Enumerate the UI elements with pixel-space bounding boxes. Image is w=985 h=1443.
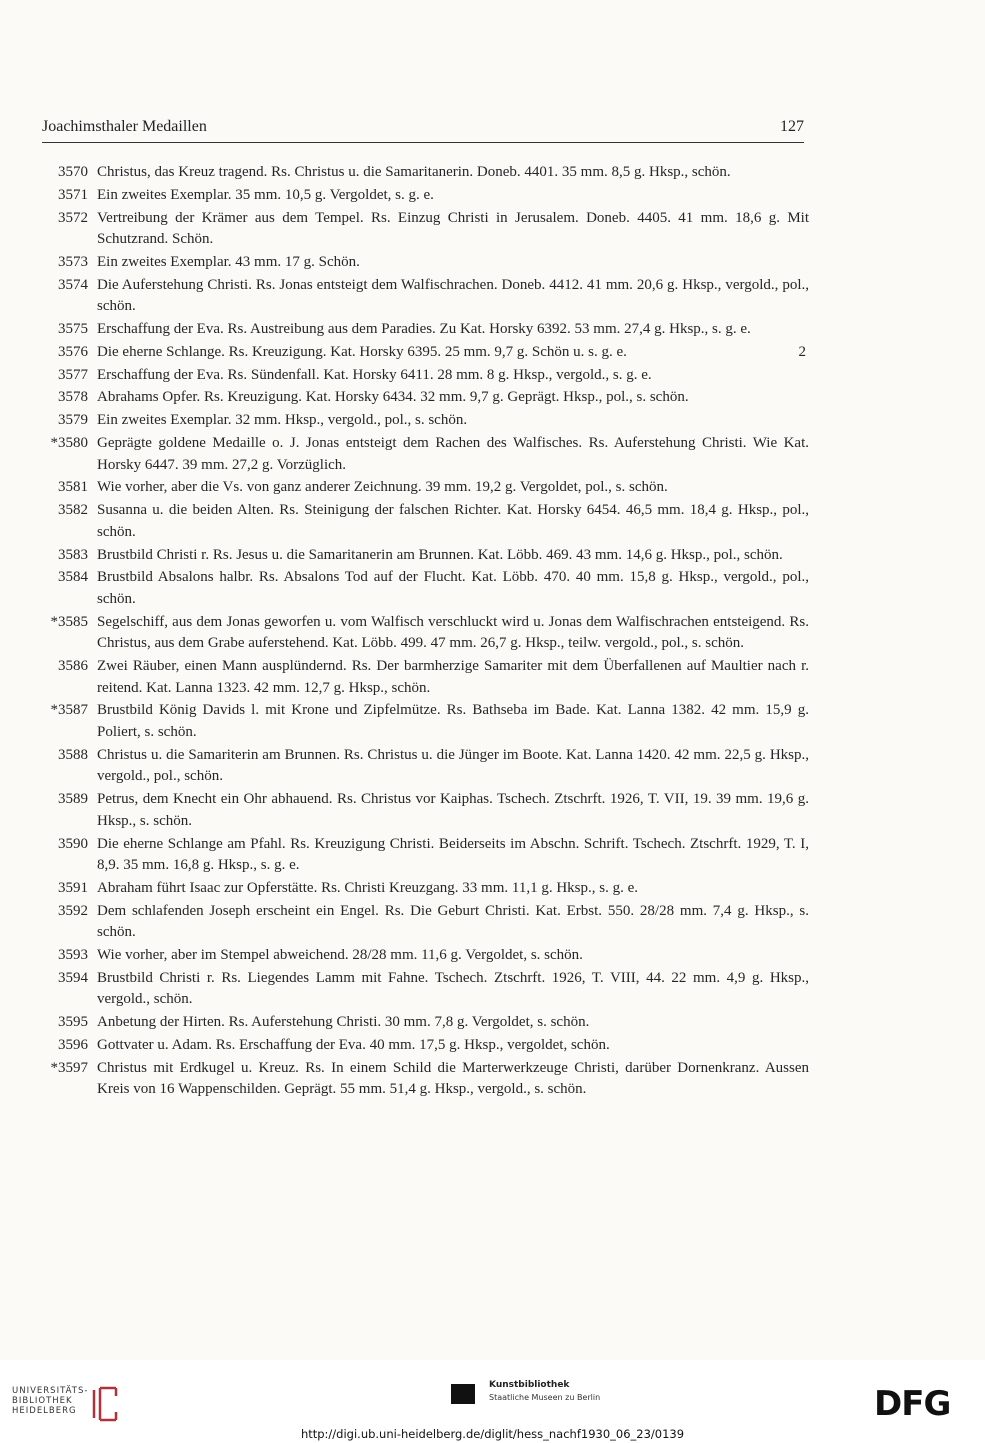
entry-number: *3580 <box>50 435 88 451</box>
kb-subtitle: Staatliche Museen zu Berlin <box>489 1393 601 1402</box>
entry-description: Gottvater u. Adam. Rs. Erschaffung der Eva. 40 mm. 17,5 g. Hksp., vergoldet, schön. <box>97 1037 610 1054</box>
entry-number: 3574 <box>58 276 88 293</box>
catalog-entry <box>34 945 809 967</box>
entry-description: Wie vorher, aber im Stempel abweichend. 28/28 mm. 11,6 g. Vergoldet, s. schön. <box>97 947 583 964</box>
catalog-entry <box>34 745 809 788</box>
entry-description: Brustbild Christi r. Rs. Liegendes Lamm mit Fahne. Tschech. Ztschrft. 1926, T. VIII, 44. 22 mm. 4,9 g. Hksp., vergold., schön. <box>97 969 809 1008</box>
entry-description: Susanna u. die beiden Alten. Rs. Steinigung der falschen Richter. Kat. Horsky 6454. 46,5 mm. 18,4 g. Hksp., pol., schön. <box>97 502 809 540</box>
catalog-entry <box>34 365 809 387</box>
kb-title: Kunstbibliothek <box>489 1380 570 1390</box>
entry-number: 3590 <box>58 835 88 852</box>
running-header <box>42 118 804 140</box>
entry-number: 3584 <box>58 569 88 586</box>
entry-number: 3596 <box>58 1037 88 1054</box>
university-library-logo <box>12 1386 122 1426</box>
entry-number: 3595 <box>58 1014 88 1031</box>
entry-number: 3594 <box>58 969 88 986</box>
margin-note: 2 <box>798 343 806 360</box>
entry-number: 3571 <box>58 186 88 203</box>
uni-line: BIBLIOTHEK <box>12 1396 73 1406</box>
entry-description: Anbetung der Hirten. Rs. Auferstehung Christi. 30 mm. 7,8 g. Vergoldet, s. schön. <box>97 1014 590 1031</box>
entry-number: *3585 <box>50 613 88 630</box>
catalog-entry <box>34 162 809 184</box>
source-url[interactable]: http://digi.ub.uni-heidelberg.de/diglit/hess_nachf1930_06_23/0139 <box>300 1427 685 1441</box>
catalog-entry <box>34 342 809 364</box>
catalog-entry <box>34 1012 809 1034</box>
entry-description: Die eherne Schlange. Rs. Kreuzigung. Kat. Horsky 6395. 25 mm. 9,7 g. Schön u. s. g. e. <box>97 343 627 360</box>
entry-description: Wie vorher, aber die Vs. von ganz anderer Zeichnung. 39 mm. 19,2 g. Vergoldet, pol., s. schön. <box>97 479 668 496</box>
entry-number: 3586 <box>58 658 88 675</box>
entry-description: Erschaffung der Eva. Rs. Austreibung aus dem Paradies. Zu Kat. Horsky 6392. 53 mm. 27,4 g. Hksp., s. g. e. <box>97 321 751 338</box>
entry-description: Geprägte goldene Medaille o. J. Jonas entsteigt dem Rachen des Walfisches. Rs. Auferstehung Christi. Wie Kat. Horsky 6447. 39 mm. 27,2 g. Vorzüglich. <box>97 435 809 473</box>
uni-line: HEIDELBERG <box>12 1406 77 1416</box>
entry-number: 3582 <box>58 502 88 519</box>
catalog-entry <box>34 567 809 610</box>
entry-description: Die eherne Schlange am Pfahl. Rs. Kreuzigung Christi. Beiderseits im Abschn. Schrift. Tschech. Ztschrft. 1929, T. I, 8,9. 35 mm. 16,8 g. Hksp., s. g. e. <box>97 835 809 874</box>
entry-description: Segelschiff, aus dem Jonas geworfen u. vom Walfisch verschluckt wird u. Jonas dem Walfischrachen entsteigend. Rs. Christus, aus dem Grabe auferstehend. Kat. Löbb. 499. 47 mm. 26,7 g. Hksp., teilw. vergold., pol., s. schön. <box>97 613 809 652</box>
entry-description: Dem schlafenden Joseph erscheint ein Engel. Rs. Die Geburt Christi. Kat. Erbst. 550. 28/28 mm. 7,4 g. Hksp., s. schön. <box>97 902 809 941</box>
university-seal-icon <box>90 1386 120 1422</box>
entry-description: Abraham führt Isaac zur Opferstätte. Rs. Christi Kreuzgang. 33 mm. 11,1 g. Hksp., s. g. e. <box>97 879 638 896</box>
entry-description: Brustbild Christi r. Rs. Jesus u. die Samaritanerin am Brunnen. Kat. Löbb. 469. 43 mm. 14,6 g. Hksp., pol., schön. <box>97 546 783 563</box>
entry-number: 3577 <box>58 366 88 383</box>
catalog-entry <box>34 252 809 274</box>
header-rule <box>42 142 804 143</box>
entry-number: 3581 <box>58 479 88 496</box>
entry-description: Die Auferstehung Christi. Rs. Jonas entsteigt dem Walfischrachen. Doneb. 4412. 41 mm. 20,6 g. Hksp., vergold., pol., schön. <box>97 276 809 315</box>
entry-description: Christus mit Erdkugel u. Kreuz. Rs. In einem Schild die Marterwerkzeuge Christi, darüber Dornenkranz. Aussen Kreis von 16 Wappenschilden. Geprägt. 55 mm. 51,4 g. Hksp., vergold., s. schön. <box>97 1059 809 1098</box>
catalog-entry <box>34 968 809 1011</box>
catalog-entry <box>34 185 809 207</box>
page-number: 127 <box>780 118 804 135</box>
footer-bar <box>0 1360 985 1443</box>
catalog-entry <box>34 275 809 318</box>
entry-description: Christus, das Kreuz tragend. Rs. Christus u. die Samaritanerin. Doneb. 4401. 35 mm. 8,5 g. Hksp., schön. <box>97 164 731 180</box>
running-title: Joachimsthaler Medaillen <box>42 118 207 135</box>
kunstbibliothek-logo <box>451 1378 601 1408</box>
kunstbibliothek-mark-icon <box>451 1384 475 1404</box>
entry-description: Christus u. die Samariterin am Brunnen. Rs. Christus u. die Jünger im Boote. Kat. Lanna 1420. 42 mm. 22,5 g. Hksp., vergold., pol., schön. <box>97 746 809 785</box>
catalog-entry <box>34 1035 809 1057</box>
entry-number: 3583 <box>58 546 88 563</box>
catalog-entry <box>34 834 809 877</box>
entry-number: 3579 <box>58 412 88 429</box>
catalog-entry <box>34 656 809 699</box>
catalog-entry <box>34 901 809 944</box>
catalog-entry <box>34 545 809 567</box>
entry-number: *3587 <box>50 702 88 719</box>
catalog-entry <box>34 477 809 499</box>
entry-description: Ein zweites Exemplar. 32 mm. Hksp., vergold., pol., s. schön. <box>97 412 468 429</box>
catalog-entry <box>34 319 809 341</box>
uni-line: UNIVERSITÄTS- <box>12 1386 89 1396</box>
entry-number: *3597 <box>50 1059 88 1076</box>
entry-number: 3576 <box>58 343 88 360</box>
dfg-logo: DFG <box>874 1384 951 1424</box>
entry-description: Petrus, dem Knecht ein Ohr abhauend. Rs. Christus vor Kaiphas. Tschech. Ztschrft. 1926, T. VII, 19. 39 mm. 19,6 g. Hksp., s. schön. <box>97 791 809 829</box>
entry-description: Brustbild König Davids l. mit Krone und Zipfelmütze. Rs. Bathseba im Bade. Kat. Lanna 1382. 42 mm. 15,9 g. Poliert, s. schön. <box>97 702 809 741</box>
catalog-entry <box>34 410 809 432</box>
catalog-entry <box>34 433 809 476</box>
catalog-entry <box>34 612 809 655</box>
catalog-entry <box>34 1058 809 1101</box>
catalog-entry <box>34 789 809 832</box>
entry-number: 3570 <box>58 164 88 180</box>
catalog-entries <box>34 162 809 1102</box>
catalog-entry <box>34 500 809 543</box>
entry-number: 3578 <box>58 389 88 406</box>
entry-description: Vertreibung der Krämer aus dem Tempel. Rs. Einzug Christi in Jerusalem. Doneb. 4405. 41 mm. 18,6 g. Mit Schutzrand. Schön. <box>97 209 809 248</box>
catalog-entry <box>34 878 809 900</box>
entry-number: 3588 <box>58 746 88 763</box>
entry-description: Zwei Räuber, einen Mann ausplündernd. Rs. Der barmherzige Samariter mit dem Überfallenen auf Maultier nach r. reitend. Kat. Lanna 1323. 42 mm. 12,7 g. Hksp., schön. <box>97 658 809 696</box>
entry-description: Abrahams Opfer. Rs. Kreuzigung. Kat. Horsky 6434. 32 mm. 9,7 g. Geprägt. Hksp., pol., s. schön. <box>97 389 689 406</box>
entry-number: 3572 <box>58 209 88 226</box>
entry-description: Ein zweites Exemplar. 35 mm. 10,5 g. Vergoldet, s. g. e. <box>97 186 434 203</box>
catalog-entry <box>34 387 809 409</box>
entry-number: 3591 <box>58 879 88 896</box>
entry-number: 3592 <box>58 902 88 919</box>
entry-description: Brustbild Absalons halbr. Rs. Absalons Tod auf der Flucht. Kat. Löbb. 470. 40 mm. 15,8 g. Hksp., vergold., pol., schön. <box>97 569 809 607</box>
entry-number: 3589 <box>58 791 88 808</box>
entry-description: Ein zweites Exemplar. 43 mm. 17 g. Schön. <box>97 253 360 270</box>
entry-number: 3573 <box>58 253 88 270</box>
catalog-entry <box>34 208 809 251</box>
catalog-entry <box>34 700 809 743</box>
entry-description: Erschaffung der Eva. Rs. Sündenfall. Kat. Horsky 6411. 28 mm. 8 g. Hksp., vergold., s. g. e. <box>97 366 652 383</box>
entry-number: 3593 <box>58 947 88 964</box>
entry-number: 3575 <box>58 321 88 338</box>
